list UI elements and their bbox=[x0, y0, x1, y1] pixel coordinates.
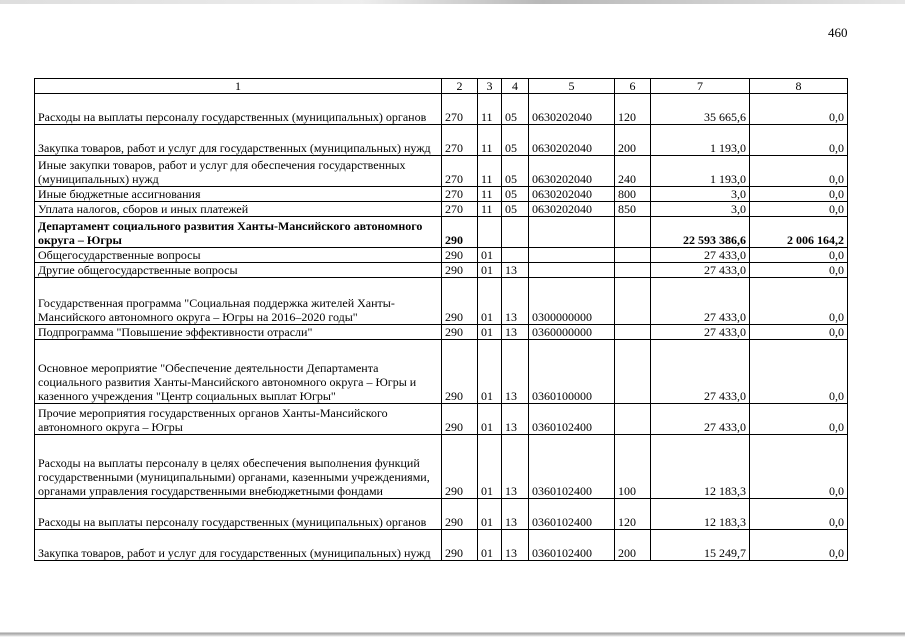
header-cell: 4 bbox=[502, 79, 529, 94]
subsection-cell: 05 bbox=[502, 202, 529, 217]
row-name-cell: Уплата налогов, сборов и иных платежей bbox=[35, 202, 442, 217]
admin-code-cell: 290 bbox=[442, 248, 478, 263]
expense-type-cell bbox=[615, 325, 651, 340]
federal-amount-cell: 0,0 bbox=[750, 278, 848, 325]
federal-amount-cell: 0,0 bbox=[750, 404, 848, 435]
header-cell: 2 bbox=[442, 79, 478, 94]
table-row bbox=[35, 340, 848, 404]
federal-amount-cell: 0,0 bbox=[750, 202, 848, 217]
amount-cell: 3,0 bbox=[651, 187, 750, 202]
scan-edge-top bbox=[0, 0, 905, 4]
amount-cell: 27 433,0 bbox=[651, 340, 750, 404]
row-name-cell: Департамент социального развития Ханты-Мансийского автономного округа – Югры bbox=[35, 217, 442, 248]
section-cell: 01 bbox=[478, 325, 502, 340]
expense-type-cell: 120 bbox=[615, 499, 651, 530]
expense-type-cell: 100 bbox=[615, 435, 651, 499]
target-article-cell: 0630202040 bbox=[529, 125, 615, 156]
target-article-cell: 0630202040 bbox=[529, 202, 615, 217]
expense-type-cell bbox=[615, 404, 651, 435]
expense-type-cell bbox=[615, 278, 651, 325]
row-name-cell: Иные бюджетные ассигнования bbox=[35, 187, 442, 202]
page-number: 460 bbox=[828, 25, 848, 40]
subsection-cell: 05 bbox=[502, 187, 529, 202]
subsection-cell: 05 bbox=[502, 156, 529, 187]
row-name-cell: Прочие мероприятия государственных органов Ханты-Мансийского автономного округа – Югры bbox=[35, 404, 442, 435]
section-cell: 01 bbox=[478, 340, 502, 404]
table-row bbox=[35, 404, 848, 435]
admin-code-cell: 290 bbox=[442, 325, 478, 340]
target-article-cell: 0360102400 bbox=[529, 404, 615, 435]
target-article-cell: 0630202040 bbox=[529, 156, 615, 187]
row-name-cell: Подпрограмма "Повышение эффективности отрасли" bbox=[35, 325, 442, 340]
federal-amount-cell: 0,0 bbox=[750, 248, 848, 263]
row-name-cell: Общегосударственные вопросы bbox=[35, 248, 442, 263]
row-name-cell: Государственная программа "Социальная поддержка жителей Ханты-Мансийского автономного округа – Югры на 2016–2020 годы" bbox=[35, 278, 442, 325]
table-row bbox=[35, 94, 848, 125]
expense-type-cell: 240 bbox=[615, 156, 651, 187]
amount-cell: 1 193,0 bbox=[651, 125, 750, 156]
table-row bbox=[35, 156, 848, 187]
section-cell bbox=[478, 217, 502, 248]
section-cell: 01 bbox=[478, 435, 502, 499]
admin-code-cell: 290 bbox=[442, 263, 478, 278]
header-cell: 7 bbox=[651, 79, 750, 94]
subsection-cell: 05 bbox=[502, 94, 529, 125]
target-article-cell: 0300000000 bbox=[529, 278, 615, 325]
subsection-cell: 05 bbox=[502, 125, 529, 156]
subsection-cell: 13 bbox=[502, 530, 529, 561]
amount-cell: 27 433,0 bbox=[651, 325, 750, 340]
admin-code-cell: 290 bbox=[442, 217, 478, 248]
row-name-cell: Основное мероприятие "Обеспечение деятельности Департамента социального развития Ханты-Мансийского автономного округа – Югры и казенного учреждения "Центр социальных выплат Югры" bbox=[35, 340, 442, 404]
row-name-cell: Расходы на выплаты персоналу государственных (муниципальных) органов bbox=[35, 499, 442, 530]
admin-code-cell: 290 bbox=[442, 340, 478, 404]
table-row bbox=[35, 325, 848, 340]
section-cell: 01 bbox=[478, 499, 502, 530]
section-cell: 11 bbox=[478, 202, 502, 217]
amount-cell: 1 193,0 bbox=[651, 156, 750, 187]
expense-type-cell: 200 bbox=[615, 125, 651, 156]
subsection-cell: 13 bbox=[502, 435, 529, 499]
header-cell: 8 bbox=[750, 79, 848, 94]
table-row bbox=[35, 217, 848, 248]
federal-amount-cell: 2 006 164,2 bbox=[750, 217, 848, 248]
federal-amount-cell: 0,0 bbox=[750, 499, 848, 530]
expense-type-cell bbox=[615, 248, 651, 263]
scan-edge-bottom bbox=[0, 628, 905, 640]
table-row bbox=[35, 187, 848, 202]
expense-type-cell bbox=[615, 263, 651, 278]
row-name-cell: Закупка товаров, работ и услуг для государственных (муниципальных) нужд bbox=[35, 125, 442, 156]
section-cell: 01 bbox=[478, 278, 502, 325]
target-article-cell: 0360102400 bbox=[529, 530, 615, 561]
target-article-cell bbox=[529, 217, 615, 248]
admin-code-cell: 270 bbox=[442, 202, 478, 217]
federal-amount-cell: 0,0 bbox=[750, 94, 848, 125]
subsection-cell: 13 bbox=[502, 263, 529, 278]
subsection-cell: 13 bbox=[502, 499, 529, 530]
expense-type-cell: 120 bbox=[615, 94, 651, 125]
subsection-cell: 13 bbox=[502, 278, 529, 325]
header-cell: 1 bbox=[35, 79, 442, 94]
subsection-cell: 13 bbox=[502, 325, 529, 340]
admin-code-cell: 270 bbox=[442, 156, 478, 187]
amount-cell: 27 433,0 bbox=[651, 278, 750, 325]
section-cell: 11 bbox=[478, 94, 502, 125]
section-cell: 11 bbox=[478, 187, 502, 202]
row-name-cell: Иные закупки товаров, работ и услуг для обеспечения государственных (муниципальных) нужд bbox=[35, 156, 442, 187]
table-row bbox=[35, 435, 848, 499]
row-name-cell: Расходы на выплаты персоналу в целях обеспечения выполнения функций государственными (муниципальными) органами, казенными учреждениями, органами управления государственными внебюджетными фондами bbox=[35, 435, 442, 499]
admin-code-cell: 270 bbox=[442, 187, 478, 202]
federal-amount-cell: 0,0 bbox=[750, 125, 848, 156]
target-article-cell: 0630202040 bbox=[529, 187, 615, 202]
expense-type-cell: 800 bbox=[615, 187, 651, 202]
header-cell: 6 bbox=[615, 79, 651, 94]
row-name-cell: Закупка товаров, работ и услуг для государственных (муниципальных) нужд bbox=[35, 530, 442, 561]
amount-cell: 15 249,7 bbox=[651, 530, 750, 561]
expense-type-cell bbox=[615, 217, 651, 248]
section-cell: 11 bbox=[478, 156, 502, 187]
federal-amount-cell: 0,0 bbox=[750, 263, 848, 278]
subsection-cell bbox=[502, 248, 529, 263]
amount-cell: 27 433,0 bbox=[651, 263, 750, 278]
admin-code-cell: 270 bbox=[442, 94, 478, 125]
header-cell: 3 bbox=[478, 79, 502, 94]
amount-cell: 22 593 386,6 bbox=[651, 217, 750, 248]
expense-type-cell: 200 bbox=[615, 530, 651, 561]
section-cell: 11 bbox=[478, 125, 502, 156]
subsection-cell bbox=[502, 217, 529, 248]
federal-amount-cell: 0,0 bbox=[750, 156, 848, 187]
target-article-cell: 0360000000 bbox=[529, 325, 615, 340]
table-row bbox=[35, 278, 848, 325]
admin-code-cell: 290 bbox=[442, 499, 478, 530]
table-row bbox=[35, 499, 848, 530]
federal-amount-cell: 0,0 bbox=[750, 340, 848, 404]
admin-code-cell: 270 bbox=[442, 125, 478, 156]
table-row bbox=[35, 125, 848, 156]
expense-type-cell: 850 bbox=[615, 202, 651, 217]
subsection-cell: 13 bbox=[502, 404, 529, 435]
target-article-cell: 0630202040 bbox=[529, 94, 615, 125]
table-row bbox=[35, 248, 848, 263]
amount-cell: 27 433,0 bbox=[651, 404, 750, 435]
header-cell: 5 bbox=[529, 79, 615, 94]
amount-cell: 27 433,0 bbox=[651, 248, 750, 263]
section-cell: 01 bbox=[478, 404, 502, 435]
table-header-row bbox=[35, 79, 848, 94]
section-cell: 01 bbox=[478, 263, 502, 278]
federal-amount-cell: 0,0 bbox=[750, 530, 848, 561]
federal-amount-cell: 0,0 bbox=[750, 325, 848, 340]
budget-table bbox=[34, 78, 848, 561]
amount-cell: 3,0 bbox=[651, 202, 750, 217]
federal-amount-cell: 0,0 bbox=[750, 435, 848, 499]
admin-code-cell: 290 bbox=[442, 278, 478, 325]
target-article-cell: 0360102400 bbox=[529, 435, 615, 499]
target-article-cell: 0360102400 bbox=[529, 499, 615, 530]
target-article-cell: 0360100000 bbox=[529, 340, 615, 404]
admin-code-cell: 290 bbox=[442, 435, 478, 499]
subsection-cell: 13 bbox=[502, 340, 529, 404]
row-name-cell: Расходы на выплаты персоналу государственных (муниципальных) органов bbox=[35, 94, 442, 125]
federal-amount-cell: 0,0 bbox=[750, 187, 848, 202]
admin-code-cell: 290 bbox=[442, 404, 478, 435]
row-name-cell: Другие общегосударственные вопросы bbox=[35, 263, 442, 278]
target-article-cell bbox=[529, 263, 615, 278]
table-row bbox=[35, 530, 848, 561]
table-row bbox=[35, 263, 848, 278]
target-article-cell bbox=[529, 248, 615, 263]
amount-cell: 12 183,3 bbox=[651, 499, 750, 530]
expense-type-cell bbox=[615, 340, 651, 404]
section-cell: 01 bbox=[478, 248, 502, 263]
amount-cell: 12 183,3 bbox=[651, 435, 750, 499]
admin-code-cell: 290 bbox=[442, 530, 478, 561]
table-row bbox=[35, 202, 848, 217]
section-cell: 01 bbox=[478, 530, 502, 561]
amount-cell: 35 665,6 bbox=[651, 94, 750, 125]
